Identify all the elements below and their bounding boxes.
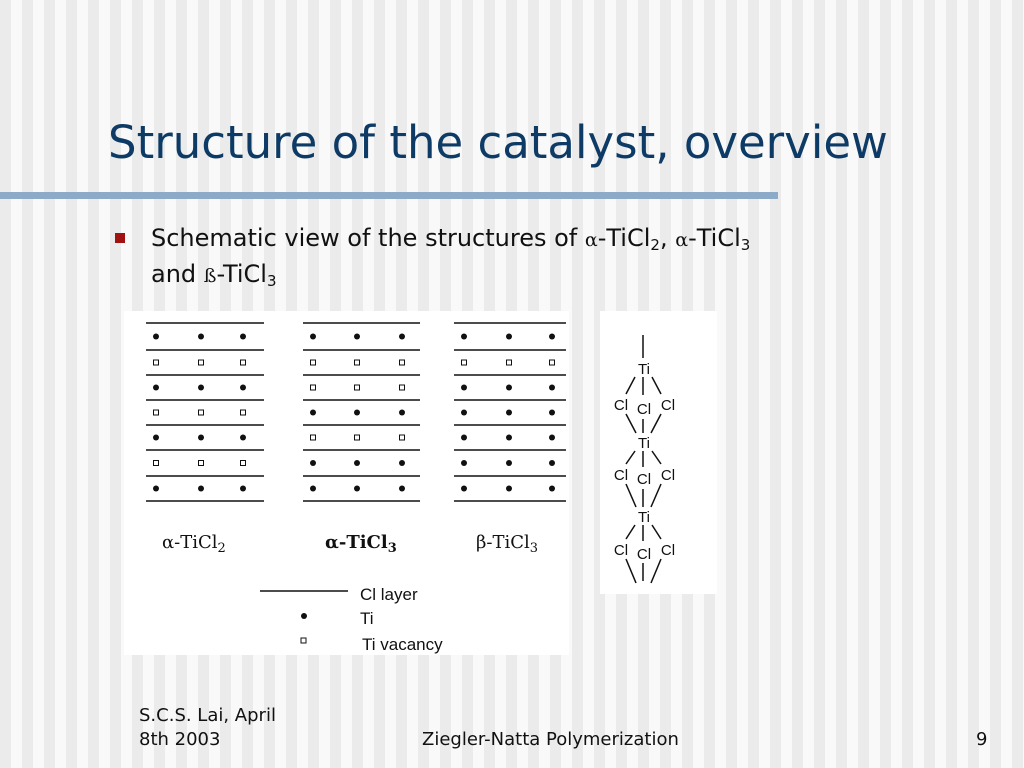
layer-structures-svg: [124, 311, 569, 655]
ti-atom-dot: [506, 334, 512, 340]
chain-cl-1: Cl: [613, 397, 629, 414]
legend-vacancy-square-icon: [301, 638, 306, 643]
chain-ti-2: Ti: [638, 435, 650, 452]
slide-title: Structure of the catalyst, overview: [108, 116, 888, 169]
ti-atom-dot: [198, 334, 204, 340]
ti-atom-dot: [153, 486, 159, 492]
chain-cl-3: Cl: [660, 397, 676, 414]
ti-atom-dot: [198, 435, 204, 441]
subscript-2: 2: [650, 236, 660, 254]
chain-cl-8: Cl: [636, 546, 652, 563]
footer-author-line1: S.C.S. Lai, April: [139, 705, 276, 726]
ti-vacancy-square: [355, 435, 360, 440]
ti-vacancy-square: [154, 461, 159, 466]
ti-vacancy-square: [400, 435, 405, 440]
ti-vacancy-square: [507, 360, 512, 365]
ti-vacancy-square: [355, 360, 360, 365]
beta-symbol: ß: [203, 265, 217, 287]
ti-vacancy-square: [154, 410, 159, 415]
chain-ti-1: Ti: [638, 361, 650, 378]
ti-atom-dot: [240, 486, 246, 492]
legend-vacancy-label: Ti vacancy: [362, 635, 443, 654]
ti-atom-dot: [354, 486, 360, 492]
ti-vacancy-square: [154, 360, 159, 365]
chain-cl-9: Cl: [660, 542, 676, 559]
alpha-symbol-1: α: [584, 229, 598, 251]
ti-vacancy-square: [199, 410, 204, 415]
ti-vacancy-square: [462, 360, 467, 365]
page-number: 9: [976, 729, 988, 750]
ti-atom-dot: [153, 385, 159, 391]
ti-atom-dot: [354, 460, 360, 466]
ti-atom-dot: [310, 486, 316, 492]
ti-atom-dot: [310, 410, 316, 416]
subscript-3b: 3: [266, 272, 277, 290]
structure-label-1: α-TiCl$_2$: [162, 532, 226, 556]
ti-atom-dot: [240, 435, 246, 441]
ti-vacancy-square: [241, 410, 246, 415]
ti-atom-dot: [461, 460, 467, 466]
structure-label-3: β-TiCl$_3$: [476, 532, 539, 556]
ti-atom-dot: [354, 410, 360, 416]
legend-ti-dot-icon: [301, 613, 307, 619]
ti-vacancy-square: [311, 435, 316, 440]
ti-vacancy-square: [400, 385, 405, 390]
and-word: and: [151, 260, 204, 288]
footer-title: Ziegler-Natta Polymerization: [422, 729, 679, 750]
ti-vacancy-square: [241, 461, 246, 466]
ti-atom-dot: [153, 334, 159, 340]
ti-vacancy-square: [400, 360, 405, 365]
ticl-label-2: -TiCl: [688, 224, 741, 252]
title-underline: [0, 192, 778, 199]
footer-author-line2: 8th 2003: [139, 729, 221, 750]
ti-atom-dot: [461, 385, 467, 391]
ti-atom-dot: [549, 486, 555, 492]
ticl-label-1: -TiCl: [597, 224, 651, 252]
layer-columns: [146, 323, 566, 501]
ti-atom-dot: [461, 410, 467, 416]
ti-atom-dot: [549, 334, 555, 340]
chain-structure-svg: [600, 311, 717, 594]
ti-atom-dot: [153, 435, 159, 441]
ti-atom-dot: [506, 486, 512, 492]
ti-atom-dot: [549, 460, 555, 466]
ti-atom-dot: [240, 385, 246, 391]
ti-atom-dot: [506, 385, 512, 391]
separator: ,: [659, 224, 676, 252]
bullet-intro: Schematic view of the structures of: [151, 224, 585, 252]
ti-atom-dot: [506, 435, 512, 441]
layer-structures-figure: [124, 311, 569, 655]
footer-author: [139, 704, 329, 752]
ti-vacancy-square: [241, 360, 246, 365]
ti-atom-dot: [461, 435, 467, 441]
chain-cl-2: Cl: [636, 401, 652, 418]
ti-vacancy-square: [311, 385, 316, 390]
ti-vacancy-square: [199, 461, 204, 466]
ti-atom-dot: [310, 334, 316, 340]
ti-atom-dot: [461, 486, 467, 492]
ti-atom-dot: [354, 334, 360, 340]
bullet-square-icon: [115, 233, 125, 243]
ti-atom-dot: [399, 410, 405, 416]
ti-atom-dot: [198, 385, 204, 391]
subscript-3a: 3: [740, 236, 751, 254]
ti-atom-dot: [506, 410, 512, 416]
ti-atom-dot: [506, 460, 512, 466]
ti-atom-dot: [240, 334, 246, 340]
chain-cl-6: Cl: [660, 467, 676, 484]
ti-atom-dot: [549, 410, 555, 416]
ti-atom-dot: [399, 334, 405, 340]
legend-cl-layer-label: Cl layer: [360, 585, 418, 604]
ti-atom-dot: [310, 460, 316, 466]
chain-cl-5: Cl: [636, 471, 652, 488]
chain-structure-figure: [600, 311, 717, 594]
alpha-symbol-2: α: [675, 229, 689, 251]
ticl-label-3: -TiCl: [216, 260, 267, 288]
ti-atom-dot: [549, 385, 555, 391]
ti-atom-dot: [399, 460, 405, 466]
ti-atom-dot: [198, 486, 204, 492]
ti-vacancy-square: [550, 360, 555, 365]
chain-cl-4: Cl: [613, 467, 629, 484]
ti-atom-dot: [399, 486, 405, 492]
bullet-text: [151, 221, 911, 293]
legend-ti-label: Ti: [360, 609, 374, 628]
chain-cl-7: Cl: [613, 542, 629, 559]
ti-atom-dot: [549, 435, 555, 441]
ti-vacancy-square: [355, 385, 360, 390]
chain-ti-3: Ti: [638, 509, 650, 526]
ti-vacancy-square: [311, 360, 316, 365]
structure-label-2: α-TiCl$_3$: [325, 532, 397, 556]
ti-atom-dot: [461, 334, 467, 340]
ti-vacancy-square: [199, 360, 204, 365]
chain-atoms: [614, 361, 675, 563]
